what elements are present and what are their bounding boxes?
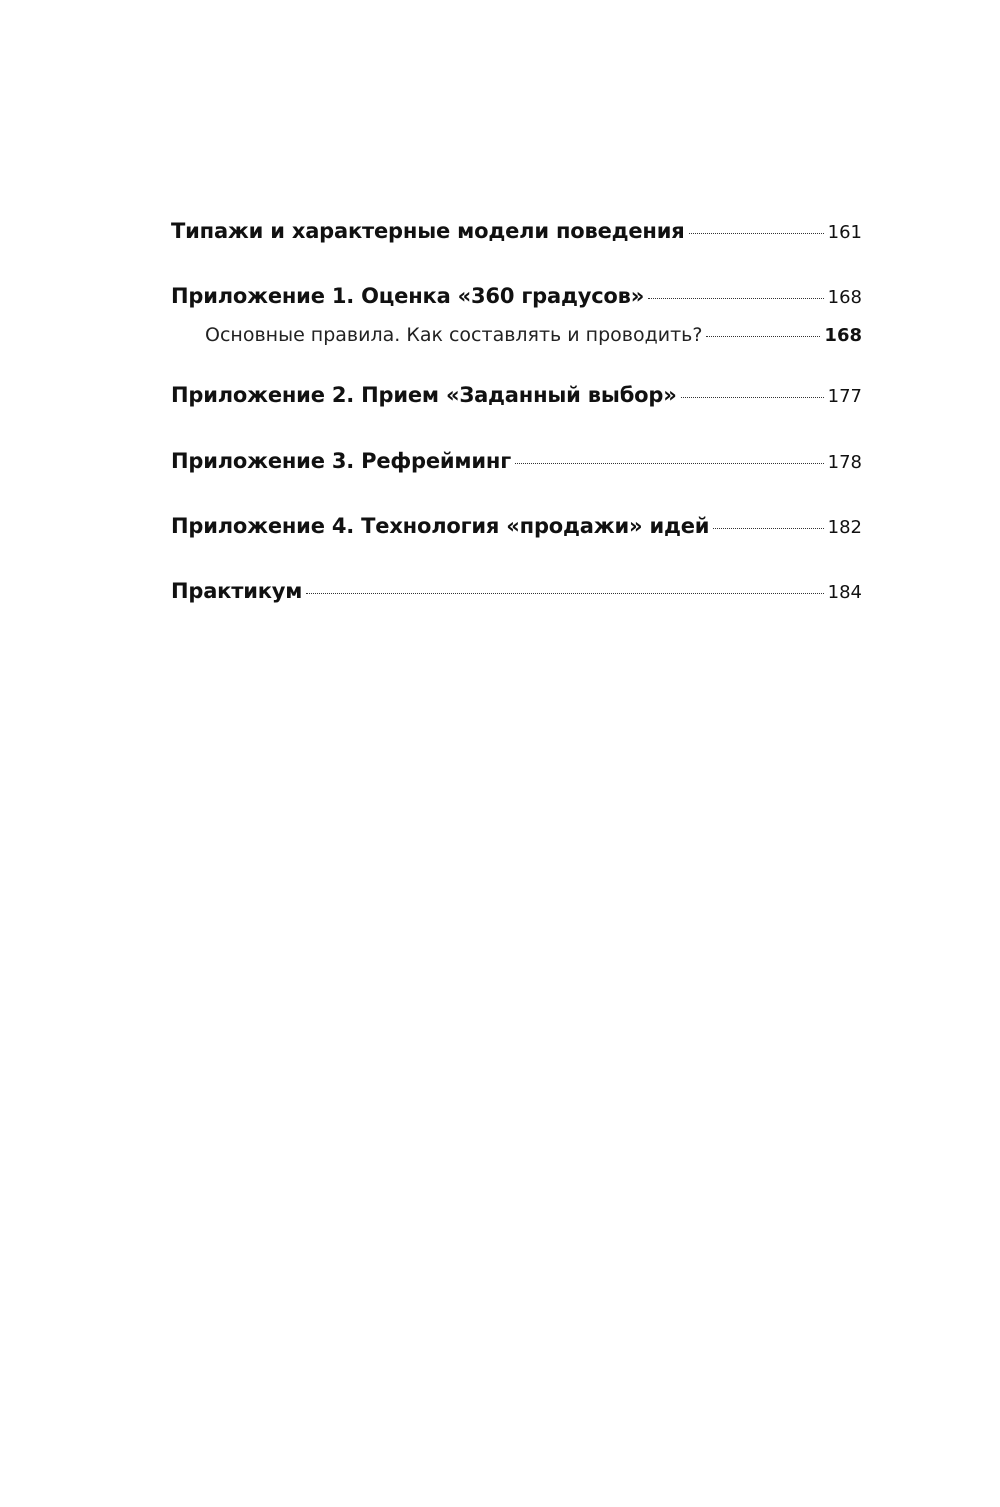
toc-entry-page: 161 [827,222,862,243]
toc-entry-page: 168 [827,287,862,308]
toc-entry-basic-rules[interactable] [171,324,862,346]
toc-entry-appendix-1[interactable] [171,284,862,308]
toc-entry-title: Типажи и характерные модели поведения [171,219,685,243]
toc-entry-practicum[interactable] [171,579,862,603]
toc-entry-appendix-2[interactable] [171,383,862,407]
toc-entry-typology[interactable] [171,219,862,243]
dot-leader [706,336,820,337]
toc-entry-page: 177 [827,386,862,407]
dot-leader [689,233,824,234]
dot-leader [648,298,824,299]
toc-entry-title: Приложение 1. Оценка «360 градусов» [171,284,645,308]
toc-entry-appendix-3[interactable] [171,449,862,473]
toc-entry-title: Приложение 3. Рефрейминг [171,449,511,473]
toc-entry-title: Основные правила. Как составлять и проводить? [205,324,703,346]
toc-entry-page: 178 [827,452,862,473]
dot-leader [713,528,823,529]
toc-entry-appendix-4[interactable] [171,514,862,538]
dot-leader [515,463,824,464]
toc-entry-title: Практикум [171,579,303,603]
toc-entry-title: Приложение 4. Технология «продажи» идей [171,514,710,538]
toc-entry-page: 184 [827,582,862,603]
toc-entry-page: 168 [824,325,862,346]
toc-entry-page: 182 [827,517,862,538]
toc-entry-title: Приложение 2. Прием «Заданный выбор» [171,383,677,407]
dot-leader [306,593,823,594]
dot-leader [681,397,824,398]
